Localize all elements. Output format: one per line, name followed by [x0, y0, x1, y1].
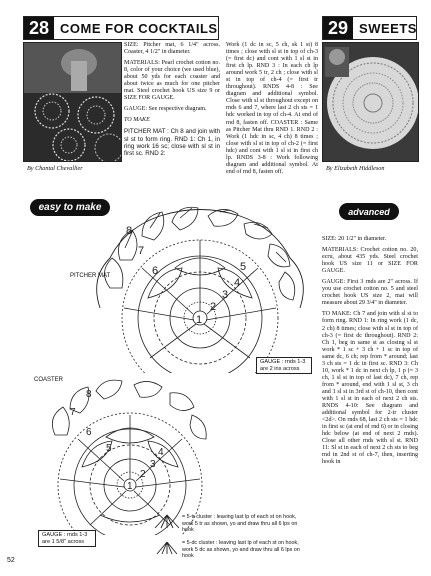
coaster-rnd-6: 6	[86, 427, 92, 438]
pitcher-mat-label: PITCHER MAT	[70, 273, 111, 279]
tr-cluster-symbol	[152, 513, 182, 529]
left-credit: By Chantal Chevallier	[27, 165, 83, 172]
pitcher-rnd-7: 7	[138, 245, 145, 257]
page-number: 52	[7, 557, 15, 564]
right-section-number: 29	[323, 17, 353, 39]
pitcher-rnd-4: 4	[234, 277, 241, 289]
doily-photo-art	[323, 43, 418, 161]
coaster-gauge-box: GAUGE : rnds 1-3 are 1 5/8" across	[38, 530, 96, 547]
coaster-rnd-4: 4	[158, 447, 164, 458]
dc-cluster-symbol	[152, 539, 182, 555]
middle-instructions	[226, 42, 318, 176]
left-header	[23, 16, 219, 40]
advanced-badge: advanced	[339, 203, 399, 220]
pitcher-rnd-1: 1	[196, 314, 203, 326]
right-size: SIZE: 20 1/2" in diameter.	[322, 236, 387, 242]
left-instructions	[124, 42, 220, 161]
pitcher-rnd-3: 3	[222, 289, 229, 301]
left-pitcher-instructions: PITCHER MAT : Ch 8 and join with sl st to form ring. RND 1: Ch 1, in ring work 16 sc; close with sl st in first sc. RND 2:	[124, 128, 220, 157]
pitcher-rnd-5: 5	[240, 261, 247, 273]
right-credit: By Elizabeth Hiddleson	[326, 165, 385, 172]
pitcher-rnd-6: 6	[152, 265, 159, 277]
coaster-rnd-1: 1	[127, 481, 133, 492]
right-instructions	[322, 236, 418, 466]
legend-tr-cluster: = 5-tr cluster : leaving last lp of each st on hook, work 5 tr as shown, yo and draw thru all 6 lps on hook	[182, 514, 298, 533]
legend-dc-cluster: = 5-dc cluster : leaving last lp of each st on hook, work 5 dc as shown, yo and draw thru all 6 lps on hook	[182, 540, 300, 559]
coaster-label: COASTER	[34, 377, 64, 383]
pitcher-rnd-8: 8	[126, 225, 133, 237]
coaster-rnd-3: 3	[150, 459, 156, 470]
middle-text: Work (1 dc in sc, 5 ch, sk 1 st) 8 times ; close with sl st in top of ch-3 (= first dc) and cont with 1 sl st in first ch lp. RND 3 : In each ch lp around work 5 tr, 2 ch ; close with sl st in top of ch-4 (= first tr throughout). RNDS 4-8 : See diagram and additional symbol. Close with sl st throughout except on rnds 6 and 7, where last 2 ch sts = 1 hdc worked in top of ch-4. At end of rnd 8, fasten off. COASTER : Same as Pitcher Mat thru RND 1. RND 2 : Work (1 hdc in sc, 4 ch) 8 times ; close with sl st in top of ch-2 (= first hdc) and cont with 1 sl st in first ch lp. RNDS 3-8 : Work following diagram and additional symbol. At end of rnd 8, fasten off.	[226, 42, 318, 175]
right-gauge: GAUGE: First 3 rnds are 2" across. If you use crochet cotton no. 5 and steel crochet hook US size 2, mat will measure about 29 3/4" in diameter.	[322, 279, 418, 307]
coaster-rnd-2: 2	[140, 469, 146, 480]
right-materials: MATERIALS: Crochet cotton no. 20, ecru, about 435 yds. Steel crochet hook US size 11 or SIZE FOR GAUGE.	[322, 247, 418, 275]
left-materials: MATERIALS: Pearl crochet cotton no. 8, color of your choice (we used blue), about 50 yds for each coaster and about twice as much for one pitcher mat. Steel crochet hook US size 9 or SIZE FOR GAUGE.	[124, 60, 220, 102]
pitcher-gauge-box: GAUGE : rnds 1-3 are 2 ins across	[256, 357, 312, 374]
right-header	[322, 16, 417, 40]
coasters-photo-art	[24, 43, 121, 161]
coaster-diagram	[30, 375, 230, 535]
easy-to-make-badge: easy to make	[30, 199, 110, 216]
left-to-make-heading: TO MAKE	[124, 117, 150, 124]
pitcher-mat-diagram	[80, 198, 320, 373]
coaster-rnd-8: 8	[86, 389, 92, 400]
left-section-title: COME FOR COCKTAILS	[60, 20, 218, 36]
left-gauge: GAUGE: See respective diagram.	[124, 106, 207, 113]
coasters-photo	[23, 42, 122, 162]
right-section-title: SWEETS	[359, 20, 417, 36]
left-size: SIZE: Pitcher mat, 6 1/4" across. Coaster, 4 1/2" in diameter.	[124, 42, 220, 56]
coaster-rnd-5: 5	[106, 443, 112, 454]
pitcher-rnd-2: 2	[210, 301, 217, 313]
coaster-rnd-7: 7	[70, 407, 76, 418]
right-to-make: TO MAKE: Ch 7 and join with sl st to form ring. RND 1: In ring work (1 dc, 2 ch) 8 times; close with sl st in top of ch-3 (= first dc throughout). RND 2: Ch 1, beg in same st as closing sl st work * 1 sc + 3 ch + 1 sc in top of same dc, 6 ch; rep from * around; last 3 ch sts = 1 dc in first sc. RND 3: Ch 10, work * 1 dc in next ch lp, 1 p (= 3 ch, 1 sl st in top of last dc), 7 ch, rep from * around, end with 1 sl st, 3 ch and 1 sl st in 3rd st of ch-10, then cont with 1 sl st in each of next 2 ch sts. RNDS 4-10: See diagram and additional symbol for 2-tr cluster <2d>. On rnds 68, last 2 ch sts = 1 hdc in first sc (at end of rnd 6) or in closing hdc below (at end of next 2 rnds). Close all other rnds with sl st. RND 11: Sl st in each of next 2 ch sts to beg rnd in 2nd st of ch-7, then, inserting hook in	[322, 311, 418, 466]
doily-photo	[322, 42, 419, 162]
left-section-number: 28	[24, 17, 54, 39]
